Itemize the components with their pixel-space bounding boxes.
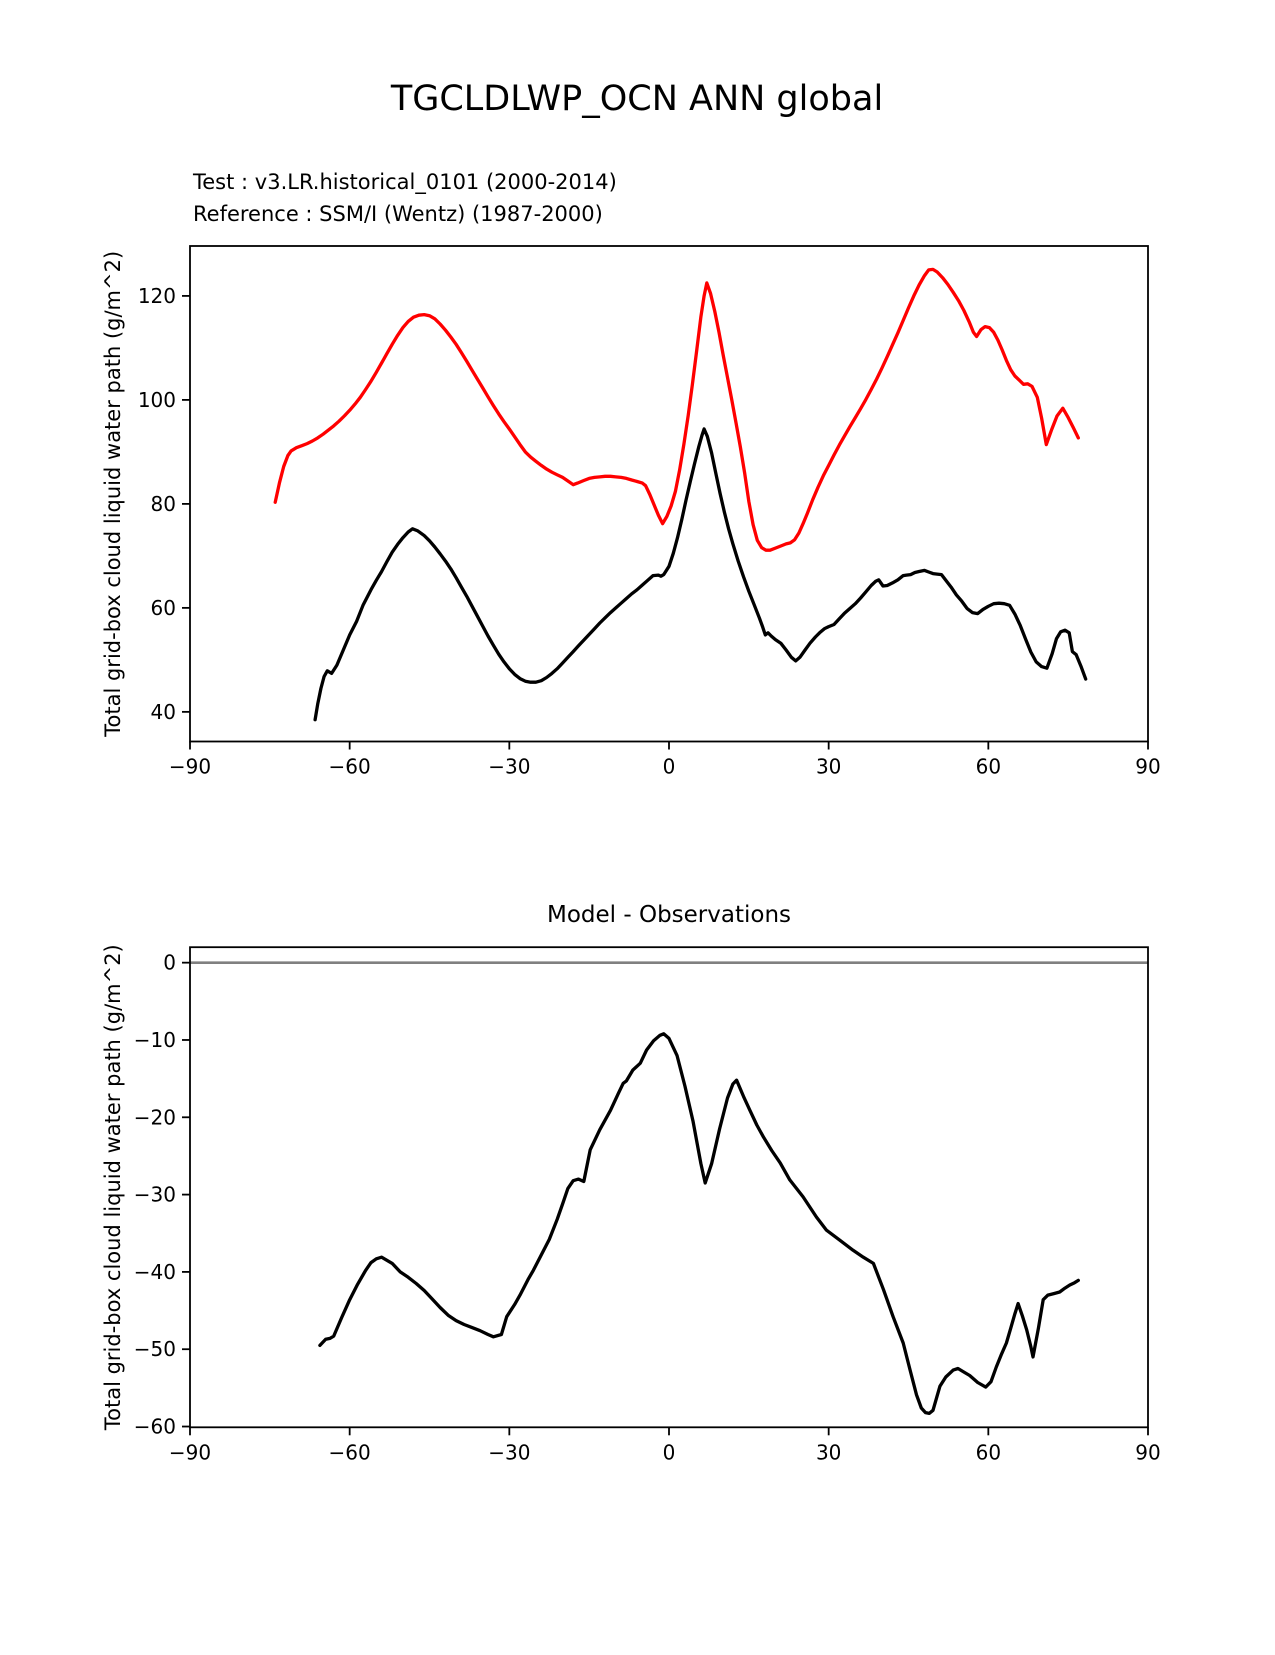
figure-title: TGCLDLWP_OCN ANN global <box>390 79 884 119</box>
y-tick-label: −50 <box>133 1337 176 1362</box>
y-tick-label: −40 <box>133 1259 176 1284</box>
x-tick-label: 90 <box>1135 754 1161 779</box>
reference-run-label: Reference : SSM/I (Wentz) (1987-2000) <box>193 202 603 226</box>
x-tick-label: 60 <box>975 1440 1002 1465</box>
difference-plot-title: Model - Observations <box>546 902 792 928</box>
y-tick-label: 80 <box>150 491 176 516</box>
y-tick-label: −30 <box>133 1182 176 1207</box>
x-tick-label: −60 <box>328 754 371 779</box>
x-tick-label: 0 <box>662 754 676 779</box>
x-tick-label: −30 <box>488 754 531 779</box>
x-tick-label: 0 <box>662 1440 676 1465</box>
test-run-label: Test : v3.LR.historical_0101 (2000-2014) <box>193 170 617 194</box>
y-tick-label: 60 <box>150 595 176 620</box>
y-tick-label: −20 <box>133 1105 176 1130</box>
x-tick-label: −60 <box>328 1440 371 1465</box>
y-tick-label: 0 <box>163 950 176 975</box>
x-tick-label: −30 <box>488 1440 531 1465</box>
x-tick-label: 90 <box>1135 1440 1161 1465</box>
y-tick-label: −60 <box>133 1414 176 1439</box>
y-tick-label: 120 <box>137 283 176 308</box>
bottom-y-axis-label: Total grid-box cloud liquid water path (g/m^2) <box>101 944 125 1431</box>
x-tick-label: 60 <box>975 754 1002 779</box>
x-tick-label: 30 <box>815 1440 842 1465</box>
x-tick-label: 30 <box>815 754 842 779</box>
x-tick-label: −90 <box>168 1440 212 1465</box>
y-tick-label: −10 <box>133 1027 176 1052</box>
y-tick-label: 40 <box>150 699 176 724</box>
top-y-axis-label: Total grid-box cloud liquid water path (g/m^2) <box>101 250 125 737</box>
y-tick-label: 100 <box>137 387 176 412</box>
x-tick-label: −90 <box>168 754 212 779</box>
